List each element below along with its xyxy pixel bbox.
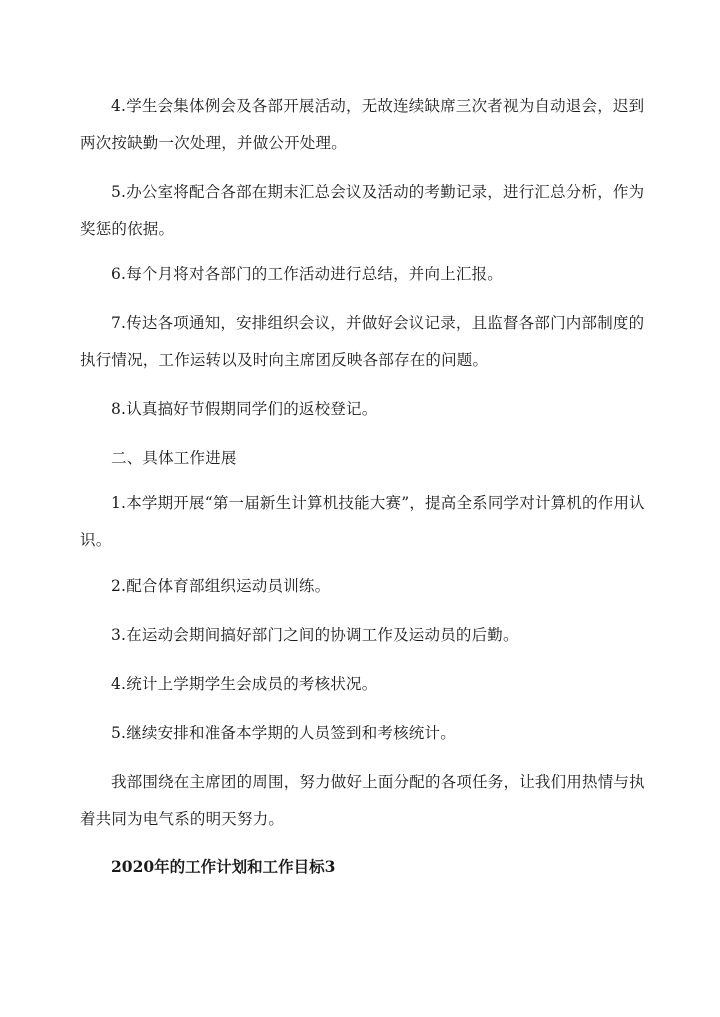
paragraph-item-5: 5.办公室将配合各部在期末汇总会议及活动的考勤记录，进行汇总分析，作为奖惩的依据。 — [80, 183, 645, 238]
progress-item-2: 2.配合体育部组织运动员训练。 — [111, 577, 331, 595]
closing-paragraph: 我部围绕在主席团的周围，努力做好上面分配的各项任务，让我们用热情与执着共同为电气系的明天努力。 — [80, 773, 645, 828]
progress-item-1: 1.本学期开展“第一届新生计算机技能大赛”，提高全系同学对计算机的作用认识。 — [80, 494, 645, 549]
paragraph-item-7: 7.传达各项通知，安排组织会议，并做好会议记录，且监督各部门内部制度的执行情况，工作运转以及时向主席团反映各部存在的问题。 — [80, 314, 645, 369]
section-heading: 2020年的工作计划和工作目标3 — [111, 857, 336, 876]
progress-item-4: 4.统计上学期学生会成员的考核状况。 — [111, 675, 378, 693]
paragraph-item-8: 8.认真搞好节假期同学们的返校登记。 — [111, 400, 378, 418]
subheading-work-progress: 二、具体工作进展 — [111, 449, 237, 467]
paragraph-item-6: 6.每个月将对各部门的工作活动进行总结，并向上汇报。 — [111, 265, 503, 283]
progress-item-3: 3.在运动会期间搞好部门之间的协调工作及运动员的后勤。 — [111, 626, 519, 644]
progress-item-5: 5.继续安排和准备本学期的人员签到和考核统计。 — [111, 724, 456, 742]
paragraph-item-4: 4.学生会集体例会及各部开展活动，无故连续缺席三次者视为自动退会，迟到两次按缺勤一次处理，并做公开处理。 — [80, 97, 645, 152]
